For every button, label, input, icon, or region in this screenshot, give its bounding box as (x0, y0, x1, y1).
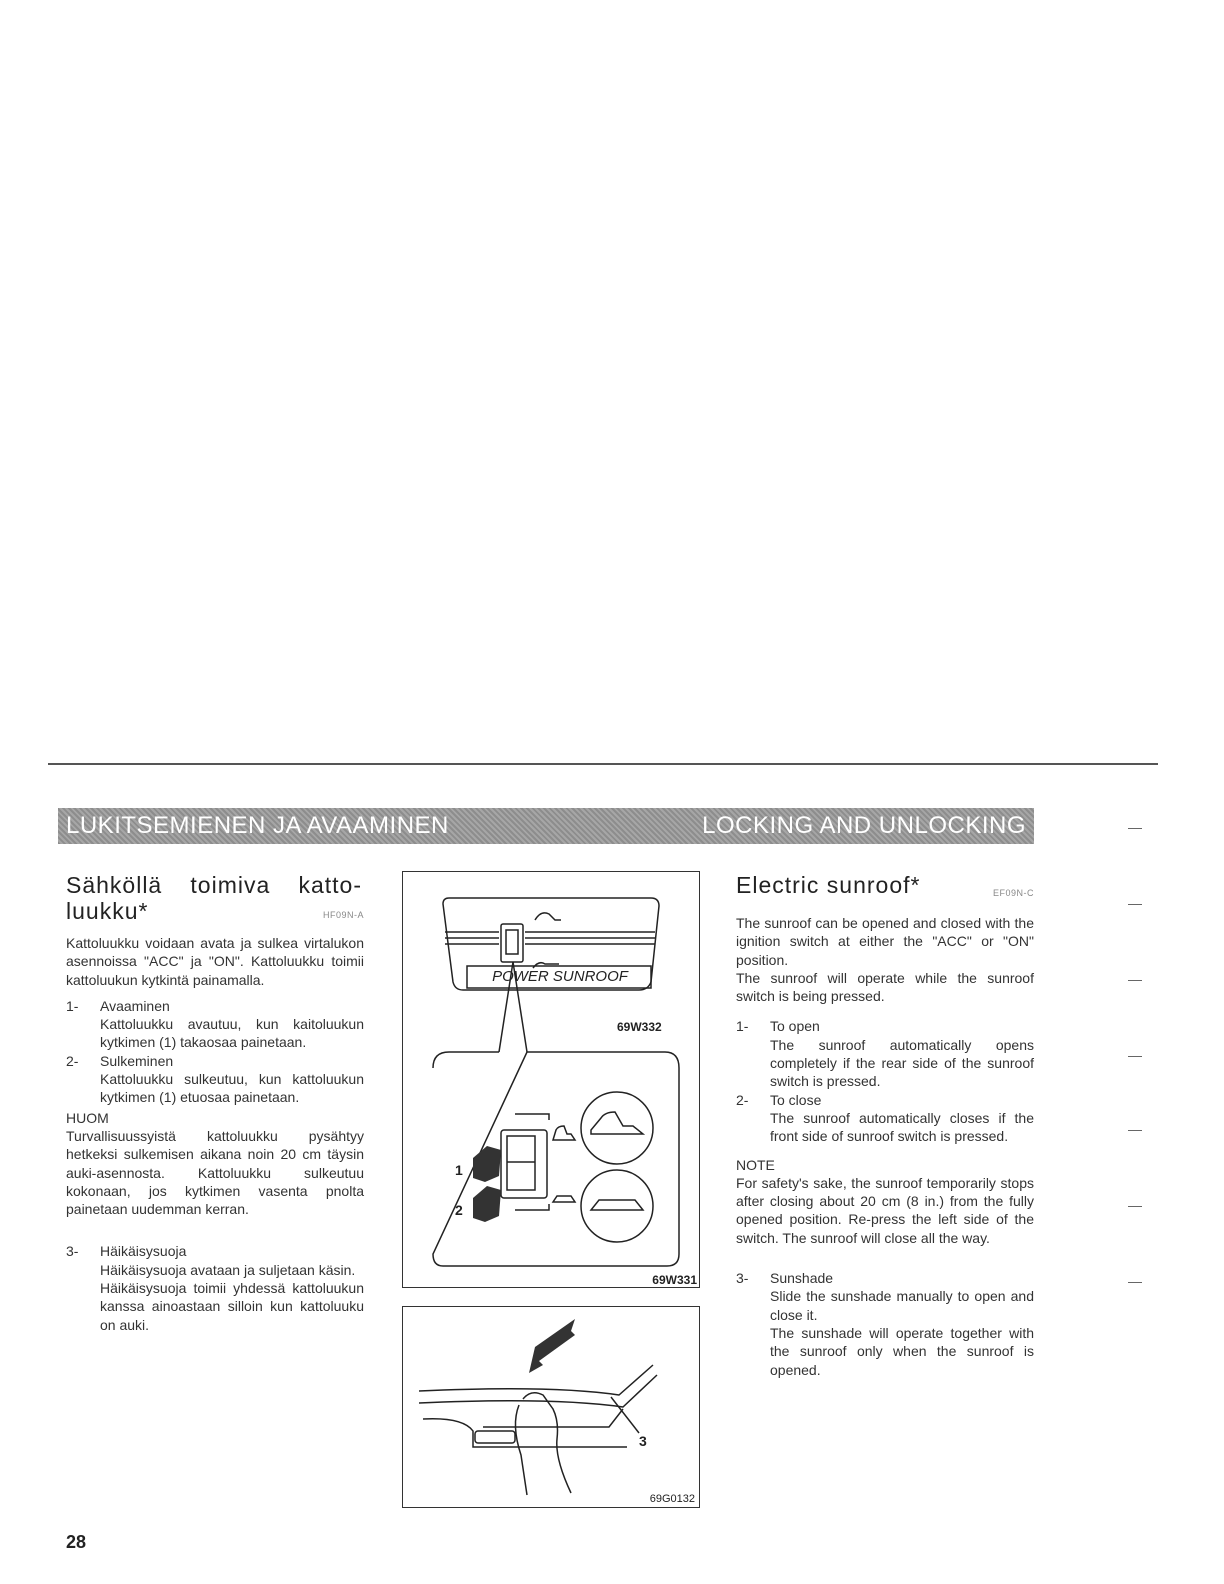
english-column (736, 872, 1034, 1379)
fi-item-3 (66, 1242, 364, 1333)
fi-item-2-num: 2- (66, 1052, 79, 1069)
en-note: For safety's sake, the sunroof temporarily stops after closing about 20 cm (8 in.) from the fully opened position. Re-press the left side of the switch. The sunroof will close all the way. (736, 1174, 1034, 1246)
callout-1: 1 (455, 1162, 463, 1178)
en-item-2 (736, 1091, 1034, 1146)
fi-item-3-num: 3- (66, 1243, 79, 1260)
fi-item-2-text: Kattoluukku sulkeutuu, kun kattoluukun kytkimen (1) etuosaa painetaan. (100, 1071, 364, 1106)
fi-item-3-text2: Häikäisysuoja toimii yhdessä kattoluukun kanssa ainoastaan silloin kun kattoluuku on auki. (100, 1280, 364, 1333)
fi-item-2-title: Sulkeminen (100, 1052, 174, 1069)
switch-illustration (403, 872, 699, 1287)
figure-code-69g0132: 69G0132 (649, 1493, 695, 1505)
en-intro-2: The sunroof will operate while the sunroof switch is being pressed. (736, 969, 1034, 1005)
banner-title-en: LOCKING AND UNLOCKING (702, 812, 1026, 839)
en-item-2-num: 2- (736, 1091, 749, 1108)
en-item-3-text1: Slide the sunshade manually to open and close it. (770, 1288, 1034, 1323)
fi-code: HF09N-A (322, 910, 364, 920)
figure-sunshade (402, 1306, 700, 1508)
en-item-1-num: 1- (736, 1018, 749, 1035)
en-item-3 (736, 1269, 1034, 1379)
figure-code-69w331: 69W331 (652, 1273, 697, 1287)
fi-item-3-title: Häikäisysuoja (100, 1243, 187, 1260)
panel-label-box (469, 968, 651, 985)
en-item-3-num: 3- (736, 1270, 749, 1287)
section-banner (58, 808, 1034, 844)
en-item-1 (736, 1017, 1034, 1090)
fi-item-2 (66, 1052, 364, 1107)
callout-2: 2 (455, 1202, 463, 1218)
page-number: 28 (66, 1532, 87, 1552)
en-title: Electric sunroof* (736, 872, 921, 898)
en-item-1-text: The sunroof automatically opens completely if the rear side of the sunroof switch is pressed. (770, 1036, 1034, 1090)
fi-item-1-text: Kattoluukku avautuu, kun kaitoluukun kytkimen (1) takaosaa painetaan. (100, 1016, 364, 1051)
en-code: EF09N-C (992, 888, 1034, 898)
en-intro-1: The sunroof can be opened and closed with the ignition switch at either the "ACC" or "ON" position. (736, 915, 1034, 968)
en-item-2-title: To close (770, 1091, 822, 1108)
fi-intro: Kattoluukku voidaan avata ja sulkea virtalukon asennoissa "ACC" ja "ON". Kattoluukku toimii kattoluukun kytkintä painamalla. (66, 935, 364, 988)
fi-item-1-num: 1- (66, 997, 79, 1014)
fi-item-3-text1: Häikäisysuoja avataan ja suljetaan käsin. (100, 1261, 356, 1278)
banner-title-fi: LUKITSEMIENEN JA AVAAMINEN (66, 812, 449, 839)
panel-label-text: POWER SUNROOF (492, 968, 628, 985)
en-item-2-text: The sunroof automatically closes if the front side of sunroof switch is pressed. (770, 1109, 1034, 1145)
fi-item-1 (66, 997, 364, 1052)
finnish-column (66, 872, 364, 1334)
top-rule (48, 763, 1158, 765)
fi-item-1-title: Avaaminen (100, 997, 170, 1014)
sunshade-illustration (403, 1307, 699, 1507)
figure-code-69w332: 69W332 (617, 1020, 662, 1034)
en-item-3-text2: The sunshade will operate together with the sunroof only when the sunroof is opened. (770, 1324, 1034, 1378)
callout-3: 3 (639, 1433, 647, 1449)
en-item-3-title: Sunshade (770, 1270, 834, 1287)
figure-sunroof-switch (402, 871, 700, 1288)
en-note-title: NOTE (736, 1156, 775, 1173)
fi-note: Turvallisuussyistä kattoluukku pysähtyy hetkeksi sulkemisen aikana noin 20 cm täysin auki-asennosta. Kattoluukku sulkeutuu kokonaan, jos kytkimen vasenta pnolta painetaan uudemman kerran. (66, 1127, 364, 1218)
en-item-1-title: To open (770, 1018, 820, 1035)
fi-title: Sähköllä toimiva katto-luukku* (66, 872, 362, 924)
fi-note-title: HUOM (66, 1109, 109, 1126)
